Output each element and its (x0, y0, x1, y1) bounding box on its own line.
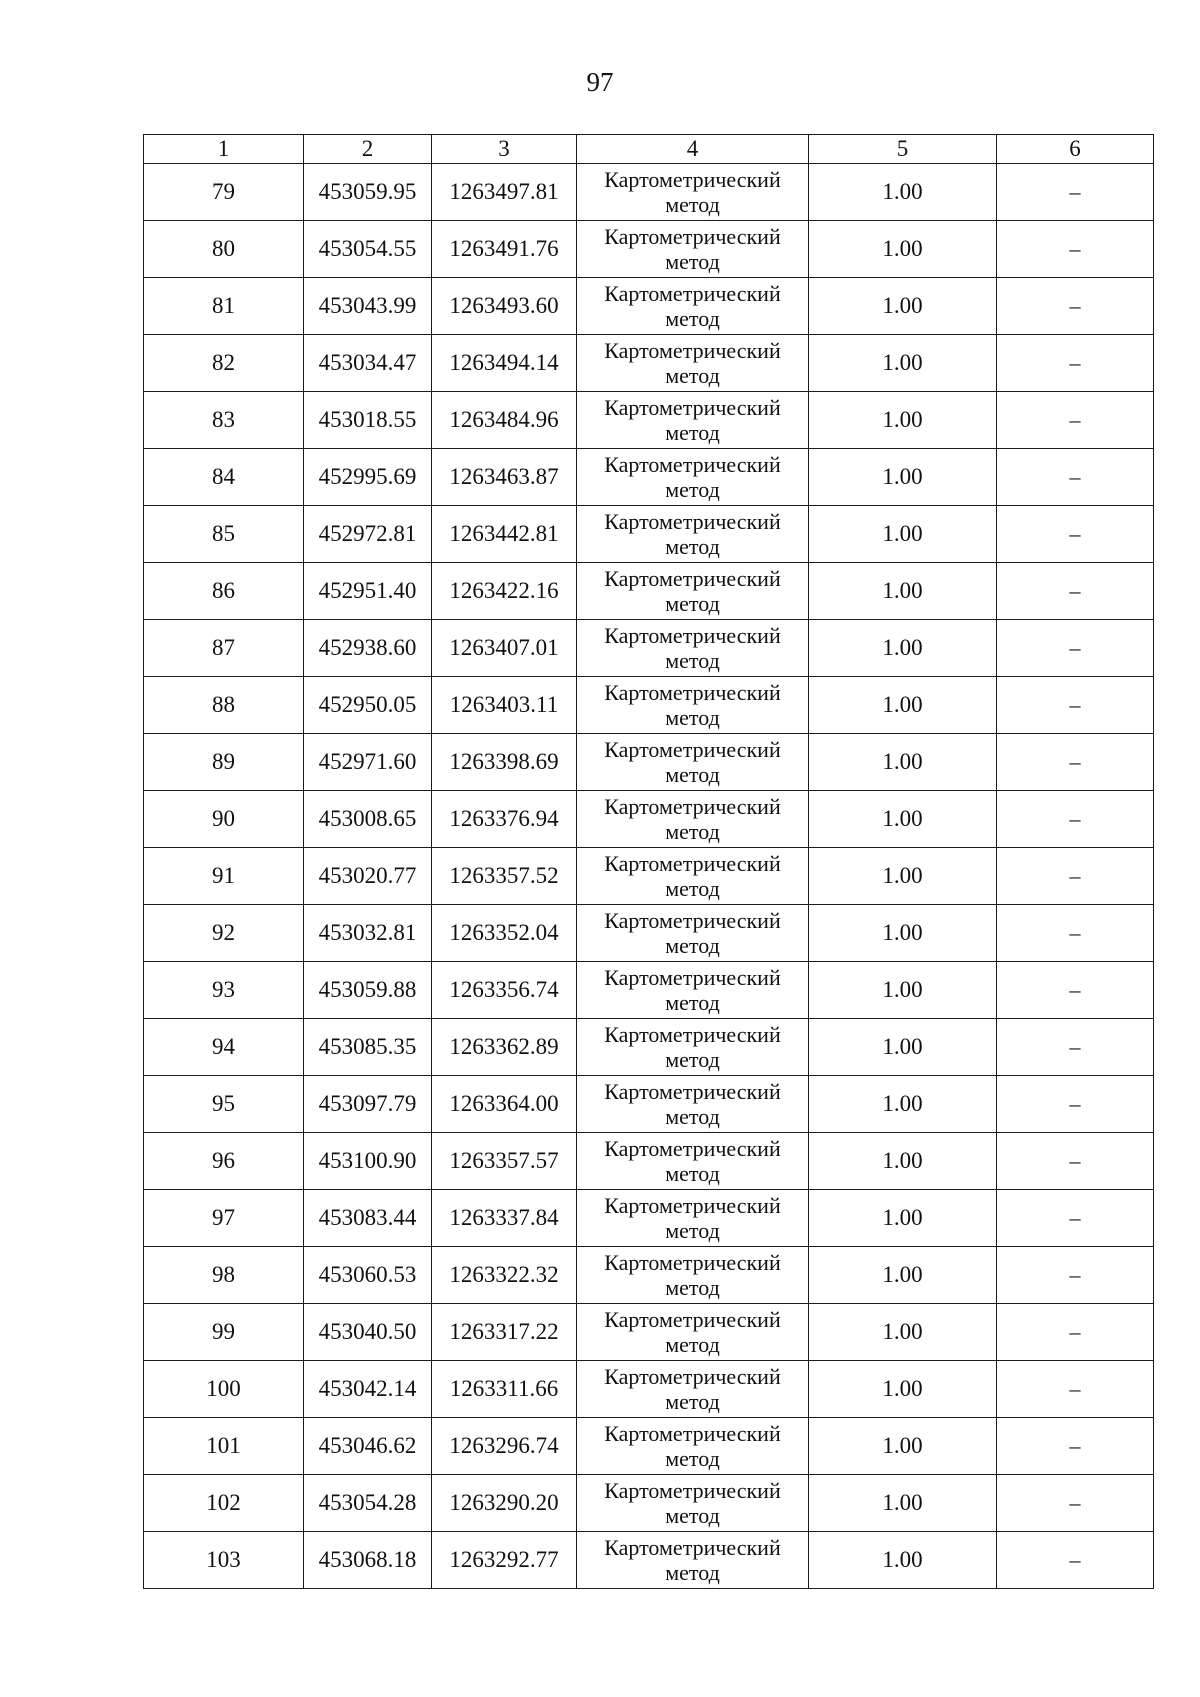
column-header: 1 (144, 135, 304, 164)
note-cell: – (997, 905, 1154, 962)
coordinates-table (143, 134, 1154, 1589)
accuracy-cell: 1.00 (809, 1247, 997, 1304)
table-row (144, 1133, 1154, 1190)
method-cell: Картометрический метод (577, 221, 809, 278)
table-row (144, 164, 1154, 221)
accuracy-cell: 1.00 (809, 791, 997, 848)
accuracy-cell: 1.00 (809, 1133, 997, 1190)
method-cell: Картометрический метод (577, 335, 809, 392)
table-row (144, 1361, 1154, 1418)
x-coordinate-cell: 452950.05 (304, 677, 432, 734)
y-coordinate-cell: 1263422.16 (432, 563, 577, 620)
note-cell: – (997, 1076, 1154, 1133)
note-cell: – (997, 1418, 1154, 1475)
x-coordinate-cell: 453008.65 (304, 791, 432, 848)
page-number: 97 (586, 67, 614, 97)
accuracy-cell: 1.00 (809, 392, 997, 449)
note-cell: – (997, 1019, 1154, 1076)
table-header-row (144, 135, 1154, 164)
point-number-cell: 90 (144, 791, 304, 848)
table-row (144, 506, 1154, 563)
point-number-cell: 94 (144, 1019, 304, 1076)
method-cell: Картометрический метод (577, 1532, 809, 1589)
y-coordinate-cell: 1263357.57 (432, 1133, 577, 1190)
accuracy-cell: 1.00 (809, 164, 997, 221)
note-cell: – (997, 1247, 1154, 1304)
y-coordinate-cell: 1263337.84 (432, 1190, 577, 1247)
y-coordinate-cell: 1263398.69 (432, 734, 577, 791)
point-number-cell: 95 (144, 1076, 304, 1133)
note-cell: – (997, 1190, 1154, 1247)
point-number-cell: 93 (144, 962, 304, 1019)
table-row (144, 1532, 1154, 1589)
point-number-cell: 88 (144, 677, 304, 734)
table-row (144, 1475, 1154, 1532)
y-coordinate-cell: 1263362.89 (432, 1019, 577, 1076)
method-cell: Картометрический метод (577, 1304, 809, 1361)
accuracy-cell: 1.00 (809, 962, 997, 1019)
y-coordinate-cell: 1263311.66 (432, 1361, 577, 1418)
method-cell: Картометрический метод (577, 1475, 809, 1532)
note-cell: – (997, 221, 1154, 278)
column-header: 4 (577, 135, 809, 164)
point-number-cell: 99 (144, 1304, 304, 1361)
y-coordinate-cell: 1263296.74 (432, 1418, 577, 1475)
table-row (144, 1019, 1154, 1076)
y-coordinate-cell: 1263491.76 (432, 221, 577, 278)
note-cell: – (997, 677, 1154, 734)
note-cell: – (997, 734, 1154, 791)
point-number-cell: 85 (144, 506, 304, 563)
table-row (144, 677, 1154, 734)
method-cell: Картометрический метод (577, 734, 809, 791)
accuracy-cell: 1.00 (809, 1190, 997, 1247)
column-header: 3 (432, 135, 577, 164)
note-cell: – (997, 1475, 1154, 1532)
note-cell: – (997, 848, 1154, 905)
table-row (144, 905, 1154, 962)
note-cell: – (997, 392, 1154, 449)
table-row (144, 335, 1154, 392)
method-cell: Картометрический метод (577, 1019, 809, 1076)
y-coordinate-cell: 1263322.32 (432, 1247, 577, 1304)
table-row (144, 848, 1154, 905)
note-cell: – (997, 506, 1154, 563)
y-coordinate-cell: 1263497.81 (432, 164, 577, 221)
accuracy-cell: 1.00 (809, 848, 997, 905)
table-row (144, 1247, 1154, 1304)
point-number-cell: 102 (144, 1475, 304, 1532)
method-cell: Картометрический метод (577, 1361, 809, 1418)
x-coordinate-cell: 453046.62 (304, 1418, 432, 1475)
method-cell: Картометрический метод (577, 677, 809, 734)
point-number-cell: 98 (144, 1247, 304, 1304)
point-number-cell: 80 (144, 221, 304, 278)
point-number-cell: 91 (144, 848, 304, 905)
point-number-cell: 87 (144, 620, 304, 677)
method-cell: Картометрический метод (577, 791, 809, 848)
x-coordinate-cell: 453034.47 (304, 335, 432, 392)
y-coordinate-cell: 1263484.96 (432, 392, 577, 449)
accuracy-cell: 1.00 (809, 278, 997, 335)
y-coordinate-cell: 1263356.74 (432, 962, 577, 1019)
point-number-cell: 89 (144, 734, 304, 791)
x-coordinate-cell: 453018.55 (304, 392, 432, 449)
x-coordinate-cell: 453054.28 (304, 1475, 432, 1532)
note-cell: – (997, 1133, 1154, 1190)
x-coordinate-cell: 453097.79 (304, 1076, 432, 1133)
table-row (144, 392, 1154, 449)
note-cell: – (997, 278, 1154, 335)
table-row (144, 221, 1154, 278)
point-number-cell: 84 (144, 449, 304, 506)
table-row (144, 1418, 1154, 1475)
x-coordinate-cell: 452938.60 (304, 620, 432, 677)
point-number-cell: 103 (144, 1532, 304, 1589)
x-coordinate-cell: 452971.60 (304, 734, 432, 791)
point-number-cell: 96 (144, 1133, 304, 1190)
point-number-cell: 97 (144, 1190, 304, 1247)
method-cell: Картометрический метод (577, 164, 809, 221)
method-cell: Картометрический метод (577, 1076, 809, 1133)
table-row (144, 791, 1154, 848)
accuracy-cell: 1.00 (809, 1019, 997, 1076)
column-header: 2 (304, 135, 432, 164)
point-number-cell: 92 (144, 905, 304, 962)
method-cell: Картометрический метод (577, 848, 809, 905)
accuracy-cell: 1.00 (809, 449, 997, 506)
method-cell: Картометрический метод (577, 1418, 809, 1475)
point-number-cell: 79 (144, 164, 304, 221)
method-cell: Картометрический метод (577, 563, 809, 620)
x-coordinate-cell: 453068.18 (304, 1532, 432, 1589)
accuracy-cell: 1.00 (809, 620, 997, 677)
y-coordinate-cell: 1263493.60 (432, 278, 577, 335)
table-body (144, 164, 1154, 1589)
y-coordinate-cell: 1263364.00 (432, 1076, 577, 1133)
point-number-cell: 101 (144, 1418, 304, 1475)
method-cell: Картометрический метод (577, 449, 809, 506)
note-cell: – (997, 335, 1154, 392)
accuracy-cell: 1.00 (809, 335, 997, 392)
method-cell: Картометрический метод (577, 506, 809, 563)
accuracy-cell: 1.00 (809, 1418, 997, 1475)
point-number-cell: 81 (144, 278, 304, 335)
y-coordinate-cell: 1263352.04 (432, 905, 577, 962)
note-cell: – (997, 1361, 1154, 1418)
y-coordinate-cell: 1263317.22 (432, 1304, 577, 1361)
accuracy-cell: 1.00 (809, 506, 997, 563)
accuracy-cell: 1.00 (809, 734, 997, 791)
table-row (144, 1190, 1154, 1247)
table-row (144, 563, 1154, 620)
x-coordinate-cell: 453040.50 (304, 1304, 432, 1361)
note-cell: – (997, 164, 1154, 221)
x-coordinate-cell: 453060.53 (304, 1247, 432, 1304)
y-coordinate-cell: 1263442.81 (432, 506, 577, 563)
table-row (144, 962, 1154, 1019)
y-coordinate-cell: 1263357.52 (432, 848, 577, 905)
y-coordinate-cell: 1263407.01 (432, 620, 577, 677)
accuracy-cell: 1.00 (809, 1361, 997, 1418)
note-cell: – (997, 563, 1154, 620)
accuracy-cell: 1.00 (809, 1532, 997, 1589)
note-cell: – (997, 620, 1154, 677)
method-cell: Картометрический метод (577, 620, 809, 677)
x-coordinate-cell: 453020.77 (304, 848, 432, 905)
method-cell: Картометрический метод (577, 278, 809, 335)
y-coordinate-cell: 1263403.11 (432, 677, 577, 734)
note-cell: – (997, 962, 1154, 1019)
x-coordinate-cell: 453085.35 (304, 1019, 432, 1076)
column-header: 6 (997, 135, 1154, 164)
table-row (144, 449, 1154, 506)
table-row (144, 734, 1154, 791)
y-coordinate-cell: 1263494.14 (432, 335, 577, 392)
table-row (144, 1076, 1154, 1133)
method-cell: Картометрический метод (577, 1190, 809, 1247)
method-cell: Картометрический метод (577, 962, 809, 1019)
x-coordinate-cell: 453059.88 (304, 962, 432, 1019)
point-number-cell: 86 (144, 563, 304, 620)
method-cell: Картометрический метод (577, 392, 809, 449)
x-coordinate-cell: 453059.95 (304, 164, 432, 221)
note-cell: – (997, 791, 1154, 848)
x-coordinate-cell: 453100.90 (304, 1133, 432, 1190)
table-row (144, 620, 1154, 677)
x-coordinate-cell: 453054.55 (304, 221, 432, 278)
x-coordinate-cell: 452951.40 (304, 563, 432, 620)
accuracy-cell: 1.00 (809, 1076, 997, 1133)
accuracy-cell: 1.00 (809, 1475, 997, 1532)
y-coordinate-cell: 1263376.94 (432, 791, 577, 848)
note-cell: – (997, 1532, 1154, 1589)
accuracy-cell: 1.00 (809, 1304, 997, 1361)
x-coordinate-cell: 453042.14 (304, 1361, 432, 1418)
y-coordinate-cell: 1263290.20 (432, 1475, 577, 1532)
method-cell: Картометрический метод (577, 1247, 809, 1304)
x-coordinate-cell: 452972.81 (304, 506, 432, 563)
table-row (144, 278, 1154, 335)
y-coordinate-cell: 1263292.77 (432, 1532, 577, 1589)
method-cell: Картометрический метод (577, 1133, 809, 1190)
point-number-cell: 82 (144, 335, 304, 392)
y-coordinate-cell: 1263463.87 (432, 449, 577, 506)
note-cell: – (997, 449, 1154, 506)
accuracy-cell: 1.00 (809, 563, 997, 620)
accuracy-cell: 1.00 (809, 221, 997, 278)
accuracy-cell: 1.00 (809, 905, 997, 962)
note-cell: – (997, 1304, 1154, 1361)
x-coordinate-cell: 453043.99 (304, 278, 432, 335)
x-coordinate-cell: 453032.81 (304, 905, 432, 962)
point-number-cell: 83 (144, 392, 304, 449)
x-coordinate-cell: 453083.44 (304, 1190, 432, 1247)
column-header: 5 (809, 135, 997, 164)
table-row (144, 1304, 1154, 1361)
method-cell: Картометрический метод (577, 905, 809, 962)
accuracy-cell: 1.00 (809, 677, 997, 734)
point-number-cell: 100 (144, 1361, 304, 1418)
x-coordinate-cell: 452995.69 (304, 449, 432, 506)
